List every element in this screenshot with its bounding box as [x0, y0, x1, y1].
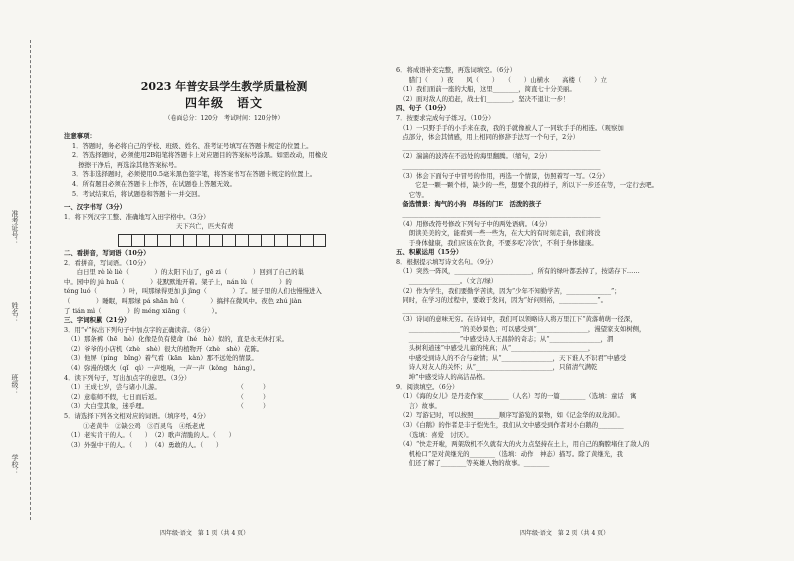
- binding-dashed-line: [30, 40, 31, 520]
- question-line: 言）故事。: [396, 401, 441, 410]
- right-column: [396, 66, 772, 469]
- question-line: 8．根据提示填写诗文名句。（9分）: [396, 257, 497, 266]
- question-line: ______________________________________________________________: [396, 142, 601, 151]
- exam-subtitle: 四年级 语文: [184, 96, 263, 110]
- section-heading: 五、积累运用（15分）: [396, 248, 463, 257]
- grid-cell[interactable]: [157, 234, 170, 247]
- question-line: （2）爷爷的小店机（zhè shè）很大的植物开（zhè shè）花陈。: [64, 344, 264, 353]
- question-line: （3）诗词的意味无穷。在诗词中，我们可以领略诗人将万里江下“黄落萌萌一径深，: [396, 315, 637, 324]
- question-line: （3）大白莹其象，迷乎理。 （ ）: [64, 402, 270, 411]
- question-line: ______________________________________________________________: [396, 305, 601, 314]
- question-line: （1）那条裤（hē hè）化像是负有使命（hé hè）似的，直是永无休打采。: [64, 335, 289, 344]
- question-line: 3．用“√”标出下列句子中加点字的正确读音。（8分）: [64, 325, 214, 334]
- question-line: ______________________________________________________________: [396, 209, 601, 218]
- notes-list: [64, 142, 384, 200]
- left-column: [64, 132, 384, 450]
- question-line: 它等。: [396, 190, 428, 199]
- notes-heading: 注意事项：: [64, 132, 96, 140]
- question-line: （1）突然一阵风，________________________，所有的绿叶都丢掉了，按诺存下……: [396, 267, 640, 276]
- question-line: 同时，在学习的过程中，要敢于发问，因为“好问则裕，____________”。: [396, 296, 608, 305]
- grid-cell[interactable]: [183, 234, 196, 247]
- note-item: 擦擦干净后，再选涂其他答案标号。: [72, 160, 181, 169]
- name-label: 姓名：: [11, 302, 19, 323]
- question-line: 7．按要求完成句子练习。（10分）: [396, 113, 495, 122]
- section-heading: 一、汉字书写（3分）: [64, 203, 126, 212]
- note-item: 1．答题时，务必将自己的学校、班级、姓名、准考证号填写在答题卡规定的位置上。: [72, 141, 313, 150]
- question-line: 6．将成语补充完整，再选词填空。（6分）: [396, 66, 516, 74]
- writing-grid[interactable]: [118, 234, 384, 247]
- question-line: （3）外强中干的人。（ ） （4）勇敢的人。（ ）: [64, 440, 223, 449]
- question-line: 腊门（ ）夜 风（ ） （ ）山横水 高楼（ ）立: [396, 75, 607, 84]
- question-line: ________________”的美妙景色；可以感受到“________________，漫望家支如树侧，: [396, 325, 646, 334]
- question-line: （2）写游记时，可以按照________顺序写游览的景物，如《记金华的双龙洞》。: [396, 411, 624, 420]
- note-item: 5．考试结束后，将试题卷和答题卡一并交回。: [72, 189, 204, 198]
- question-line: ①老黄牛 ②缺公鸡 ③百灵鸟 ④纸老虎: [64, 421, 205, 430]
- question-line: 朗读美美的文，能看到一些一些为，在大大的有时刻走前，我们将没: [396, 229, 601, 238]
- section-heading: 四、句子（10分）: [396, 104, 450, 113]
- question-line: （3）体会下面句子中冒号的作用，再选一个情景，仿照着写一写。（2分）: [396, 171, 609, 180]
- grid-cell[interactable]: [274, 234, 287, 247]
- section-heading: 三、字词积累（21分）: [64, 316, 131, 325]
- question-line: （3）他屏（píng bǐng）着气看（kān kàn）那不远处的情景。: [64, 354, 258, 363]
- question-line: 它是一颗一颗个样，缺少的一些，想要个我的样子，所以下一步还在等，一定行去吧。: [396, 181, 659, 190]
- grid-cell[interactable]: [209, 234, 222, 247]
- question-line: 2．看拼音，写词语。（10分）: [64, 258, 150, 267]
- question-line: 头树利道迷”中感受儿童的纯真；从“________________________，: [396, 344, 595, 353]
- grid-cell[interactable]: [118, 234, 131, 247]
- question-line: （2）面对敌人的追赶，战士们________，坚决不退让一步！: [396, 94, 570, 103]
- question-line: 机枪口”是对黄继光的________（选填：动作 神态）描写。除了黄继光，我: [396, 449, 623, 458]
- question-line: ________________”中感受诗人王昌龄的奇志；从“________________，渭: [396, 334, 614, 343]
- question-line: （1）一只野手手的小手来在我，我的手就像被人了一同软手手的相连。（观察加: [396, 123, 624, 132]
- question-line: （2）意临师不假，七日而后返。 （ ）: [64, 392, 270, 401]
- question-line: 了 tián mì（ ）的 méng xiāng（ ）。: [64, 306, 222, 315]
- grid-cell[interactable]: [144, 234, 157, 247]
- note-item: 4．所有题目必须在答题卡上作答，在试题卷上答题无效。: [72, 179, 236, 188]
- question-line: （1）我们面前一座的大船，这里________，简直七十分美丽。: [396, 85, 576, 94]
- section-heading: 二、看拼音，写词语（10分）: [64, 248, 150, 257]
- school-label: 学校：: [11, 454, 19, 475]
- grid-cell[interactable]: [222, 234, 235, 247]
- question-line: （ ）睡眠，叫那绿 pá shān hǔ（ ）搞拌在微风中。夜色 zhú jiàn: [64, 296, 302, 305]
- question-line: 白日里 rè lè liè（ ）的太阳下山了，gē zi（ ）回到了自己的巢: [64, 268, 305, 277]
- question-line: （1）王成七岁，尝与诸小儿游。 （ ）: [64, 383, 270, 392]
- grid-cell[interactable]: [131, 234, 144, 247]
- question-line: 中感受到诗人的不合与豪情；从“________________，天下谁人不识君”中感受: [396, 353, 627, 362]
- exam-meta: （卷面总分：120分 考试时间：120分钟）: [164, 115, 284, 122]
- right-questions: [396, 66, 772, 469]
- question-line: 们还了解了________等英雄人物的故事。________: [396, 459, 550, 468]
- question-line: （1）老实肯干的人。（ ） （2）歌声清脆的人。（ ）: [64, 431, 236, 440]
- grid-cell[interactable]: [300, 234, 313, 247]
- grid-cell[interactable]: [235, 234, 248, 247]
- footer-left: 四年级·语文 第 1 页（共 4 页）: [160, 530, 250, 537]
- question-line: （4）“快走开啦，两架敌机不久就有大的火力点坚持在土上，用自己的胸膛堵住了敌人的: [396, 440, 650, 449]
- question-line: ______________________________________________________________: [396, 161, 601, 170]
- grid-caption: 天下兴亡，匹夫有责: [176, 222, 234, 231]
- question-line: （4）弥漫的烟火（qǐ qì）一声炮响，一声一声（kǒng háng）。: [64, 364, 260, 373]
- question-line: （1）《海的女儿》是丹麦作家________（人名）写的一篇________（选填：童话 寓: [396, 392, 637, 401]
- question-line: 诗人对友人的关怀；从“________________________，只留清气满乾: [396, 363, 598, 372]
- question-line: 坤”中感受诗人的高洁品格。: [396, 373, 489, 381]
- question-line: 9．阅读填空。（6分）: [396, 382, 459, 391]
- question-line: 4．读下列句子，写出加点字的意思。（3分）: [64, 373, 191, 382]
- grid-cell[interactable]: [313, 234, 326, 247]
- grid-cell[interactable]: [248, 234, 261, 247]
- question-line: 中。园中的 jú huā（ ）花默默地开着。架子上，nán lù（ ）的: [64, 277, 292, 286]
- grid-cell[interactable]: [196, 234, 209, 247]
- grid-cell[interactable]: [261, 234, 274, 247]
- question-line: （3）《白鹅》的作者是丰子恺先生，我们从文中感受到作者对小白鹅的________: [396, 420, 624, 429]
- question-line: 于身体健康，我们应该在饮食，不要多吃'冷饮'，不利于身体健康。: [396, 238, 598, 247]
- class-label: 班级：: [11, 374, 19, 395]
- question-line: （选填：喜爱 讨厌）。: [396, 430, 473, 439]
- left-questions: [64, 203, 384, 450]
- note-item: 3．答非选择题时，必须使用0.5毫米黑色签字笔，将答案书写在答题卡规定的位置上。: [72, 170, 317, 179]
- question-line: 5．请选择下列各文相对应的词语。（填序号，4分）: [64, 412, 210, 421]
- question-line: （2）作为学生，我们要勤学苦读，因为“少年不知勤学苦，______________”；: [396, 286, 621, 295]
- question-line: téng luó（ ）叶，叫那绿得更加 jì jìng（ ）了。屋子里的人们也慢慢进入: [64, 287, 322, 296]
- section-heading: 备选情景：淘气的小狗 昂扬的门E 活泼的孩子: [396, 200, 542, 209]
- grid-cell[interactable]: [287, 234, 300, 247]
- binding-margin: [8, 40, 34, 520]
- question-line: 点部分，体会其情感，用上相同的修辞手法写一个句子，2分）: [396, 133, 580, 142]
- question-line: （4）用修改符号修改下列句子中的两处语病。（4分）: [396, 219, 552, 228]
- grid-cell[interactable]: [170, 234, 183, 247]
- question-line: ________________。（文言/绿）: [396, 277, 498, 286]
- question-line: 1．将下列汉字工整、准确地写入田字格中。（3分）: [64, 212, 210, 221]
- note-item: 2．答选择题时，必须使用2B铅笔将答题卡上对应题目的答案标号涂黑。如需改动，用橡皮: [72, 151, 328, 160]
- footer-right: 四年级·语文 第 2 页（共 4 页）: [520, 530, 610, 537]
- exam-title: 2023 年普安县学生教学质量检测: [140, 80, 308, 93]
- question-line: （2）湍湍的波涛在不远处的海里翻腾。（缩句，2分）: [396, 152, 552, 161]
- admission-number-label: 准考证号：: [11, 210, 19, 245]
